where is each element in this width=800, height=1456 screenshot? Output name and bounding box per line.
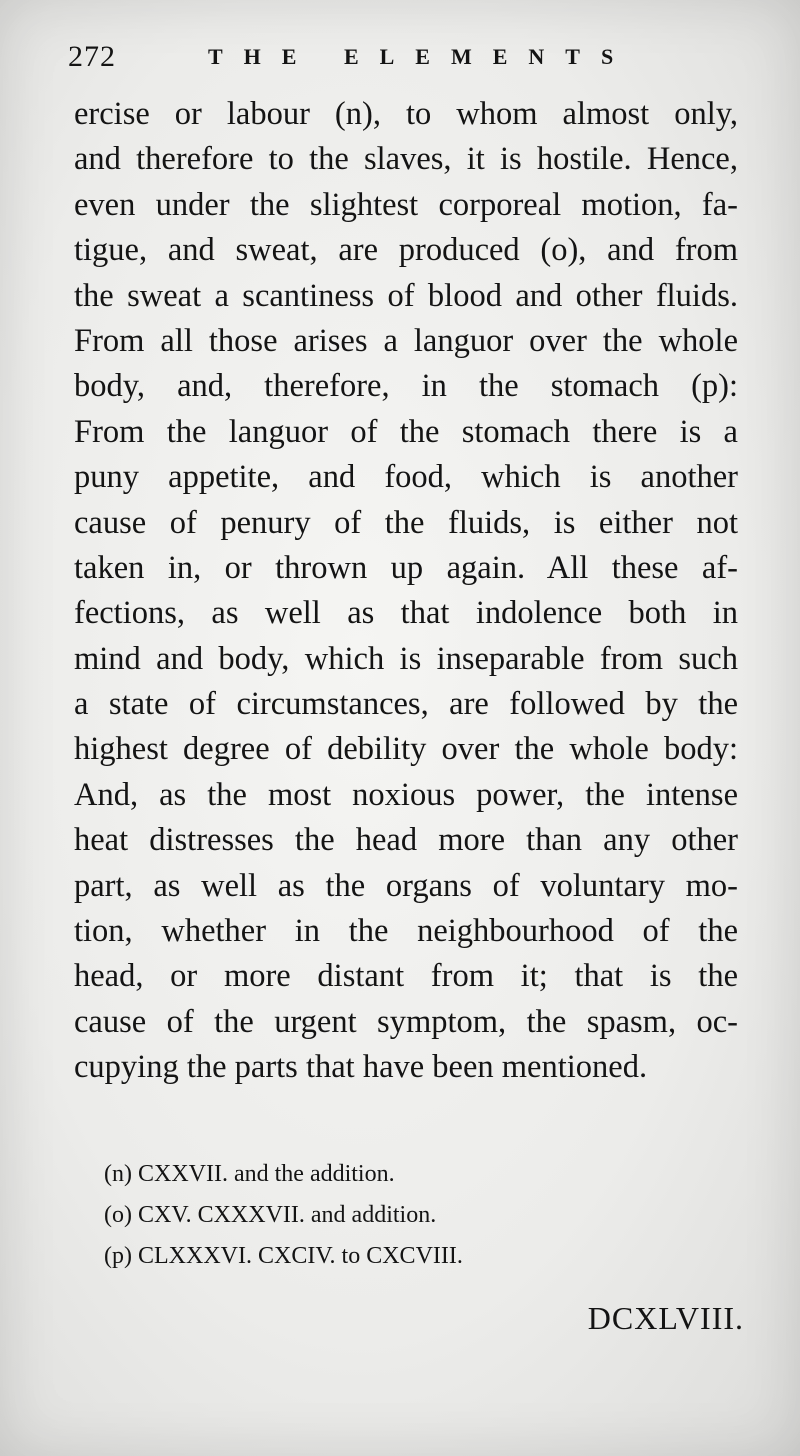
text-line: fections, as well as that indolence both in — [74, 595, 738, 632]
footnote: (p) CLXXXVI. CXCIV. to CXCVIII. — [104, 1243, 463, 1269]
text-line: cause of penury of the fluids, is either not — [74, 504, 738, 541]
text-line: and therefore to the slaves, it is hostile. Hence, — [74, 141, 738, 178]
text-line: cupying the parts that have been mentioned. — [74, 1049, 648, 1086]
text-line: puny appetite, and food, which is another — [74, 459, 738, 496]
footnote: (n) CXXVII. and the addition. — [104, 1161, 395, 1187]
footnote: (o) CXV. CXXXVII. and addition. — [104, 1202, 437, 1228]
body-text — [74, 92, 738, 1091]
text-line: body, and, therefore, in the stomach (p): — [74, 368, 738, 405]
text-line: tion, whether in the neighbourhood of the — [74, 913, 738, 950]
text-line: the sweat a scantiness of blood and other fluids. — [74, 277, 738, 314]
text-line: ercise or labour (n), to whom almost only, — [74, 96, 738, 132]
text-line: tigue, and sweat, are produced (o), and from — [74, 232, 738, 269]
catchword: DCXLVIII. — [587, 1300, 744, 1336]
text-line: mind and body, which is inseparable from such — [74, 640, 738, 677]
text-line: a state of circumstances, are followed by the — [74, 686, 738, 723]
text-line: And, as the most noxious power, the intense — [74, 776, 738, 813]
running-head-title: THE ELEMENTS — [208, 44, 635, 69]
text-line: head, or more distant from it; that is the — [74, 958, 738, 995]
text-line: heat distresses the head more than any other — [74, 822, 738, 859]
text-line: From all those arises a languor over the whole — [74, 322, 738, 359]
running-head — [68, 38, 740, 78]
text-line: From the languor of the stomach there is a — [74, 413, 738, 450]
text-line: even under the slightest corporeal motion, fa- — [74, 186, 738, 223]
text-line: highest degree of debility over the whole body: — [74, 731, 738, 768]
page-number: 272 — [68, 40, 116, 73]
text-line: part, as well as the organs of voluntary mo- — [74, 867, 738, 904]
text-line: taken in, or thrown up again. All these af- — [74, 549, 738, 586]
footnotes — [104, 1154, 664, 1277]
text-line: cause of the urgent symptom, the spasm, oc- — [74, 1003, 738, 1040]
